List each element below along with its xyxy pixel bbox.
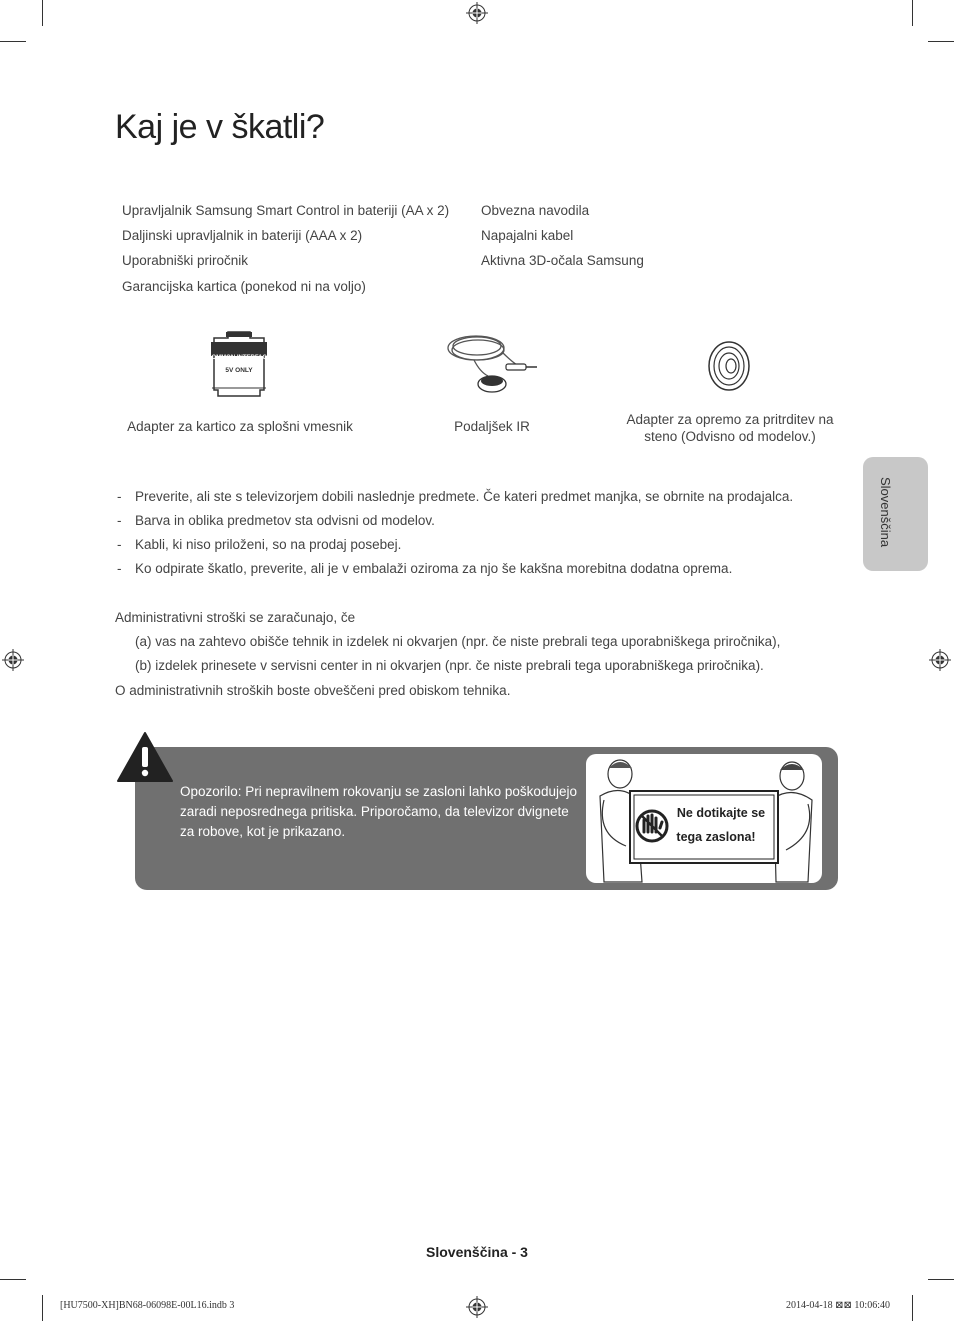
registration-mark-icon (2, 649, 24, 671)
crop-mark (912, 0, 913, 26)
admin-intro: Administrativni stroški se zaračunajo, če (115, 610, 356, 625)
admin-closing: O administrativnih stroških boste obveščeni pred obiskom tehnika. (115, 683, 511, 698)
crop-mark (0, 41, 26, 42)
list-item: Uporabniški priročnik (122, 253, 249, 268)
admin-case-b: (b) izdelek prinesete v servisni center in ni okvarjen (npr. če niste prebrali tega uporabniškega priročnika). (135, 658, 764, 673)
accessory-caption: Adapter za kartico za splošni vmesnik (127, 419, 353, 434)
print-slug-right: 2014-04-18 ⊠⊠ 10:06:40 (786, 1300, 890, 1311)
accessory-caption-line: Adapter za opremo za pritrditev na (626, 412, 834, 427)
accessory-caption: Podaljšek IR (454, 419, 530, 434)
accessory-caption-line: steno (Odvisno od modelov.) (644, 429, 816, 444)
crop-mark (42, 0, 43, 26)
warning-triangle-icon (116, 731, 174, 783)
language-side-tab (863, 457, 928, 571)
bullet-marker: - (117, 489, 122, 504)
page-footer: Slovenščina - 3 (426, 1244, 528, 1260)
accessory-caption (610, 411, 850, 445)
note-text: Barva in oblika predmetov sta odvisni od modelov. (135, 513, 435, 528)
note-text: Kabli, ki niso priloženi, so na prodaj posebej. (135, 537, 402, 552)
crop-mark (928, 1279, 954, 1280)
note-item (117, 513, 435, 528)
page-title: Kaj je v škatli? (115, 108, 325, 146)
admin-case-a: (a) vas na zahtevo obišče tehnik in izdelek ni okvarjen (npr. če niste prebrali tega uporabniškega priročnika), (135, 634, 781, 649)
side-tab-label: Slovenščina (878, 477, 893, 548)
list-item: Obvezna navodila (481, 203, 590, 218)
warning-text (180, 782, 580, 842)
crop-mark (0, 1279, 26, 1280)
people-carrying-tv-icon (586, 754, 822, 883)
list-item: Napajalni kabel (481, 228, 574, 243)
ci-label-text: 5V ONLY (225, 367, 253, 374)
bullet-marker: - (117, 537, 122, 552)
crop-mark (928, 41, 954, 42)
sign-text: tega zaslona! (676, 830, 756, 844)
crop-mark (912, 1295, 913, 1321)
ir-extender-icon (444, 330, 540, 400)
registration-mark-icon (466, 1296, 488, 1318)
bullet-marker: - (117, 561, 122, 576)
note-text: Preverite, ali ste s televizorjem dobili naslednje predmete. Če kateri predmet manjka, se obrnite na prodajalca. (135, 489, 794, 504)
list-item: Garancijska kartica (ponekod ni na voljo) (122, 279, 366, 294)
print-slug-left: [HU7500-XH]BN68-06098E-00L16.indb 3 (60, 1300, 235, 1311)
list-item: Aktivna 3D-očala Samsung (481, 253, 644, 268)
crop-mark (42, 1295, 43, 1321)
sign-text: Ne dotikajte se (676, 806, 766, 820)
bullet-marker: - (117, 513, 122, 528)
note-item (117, 489, 793, 504)
ci-card-adapter-icon (204, 330, 274, 400)
wall-mount-adapter-icon (706, 340, 752, 392)
warning-label: Opozorilo (180, 784, 238, 799)
ci-label-text: COMMON INTERFACE (207, 355, 271, 361)
list-item: Upravljalnik Samsung Smart Control in bateriji (AA x 2) (122, 203, 450, 218)
list-item: Daljinski upravljalnik in bateriji (AAA x 2) (122, 228, 363, 243)
note-item (117, 537, 401, 552)
warning-body: : Pri nepravilnem rokovanju se zasloni lahko poškodujejo zaradi neposrednega pritiska. Priporočamo, da televizor dvignete za robove, kot je prikazano. (180, 784, 577, 839)
registration-mark-icon (466, 2, 488, 24)
registration-mark-icon (929, 649, 951, 671)
note-text: Ko odpirate škatlo, preverite, ali je v embalaži oziroma za njo še kakšna morebitna dodatna oprema. (135, 561, 733, 576)
tv-handling-illustration (586, 754, 822, 883)
note-item (117, 561, 732, 576)
